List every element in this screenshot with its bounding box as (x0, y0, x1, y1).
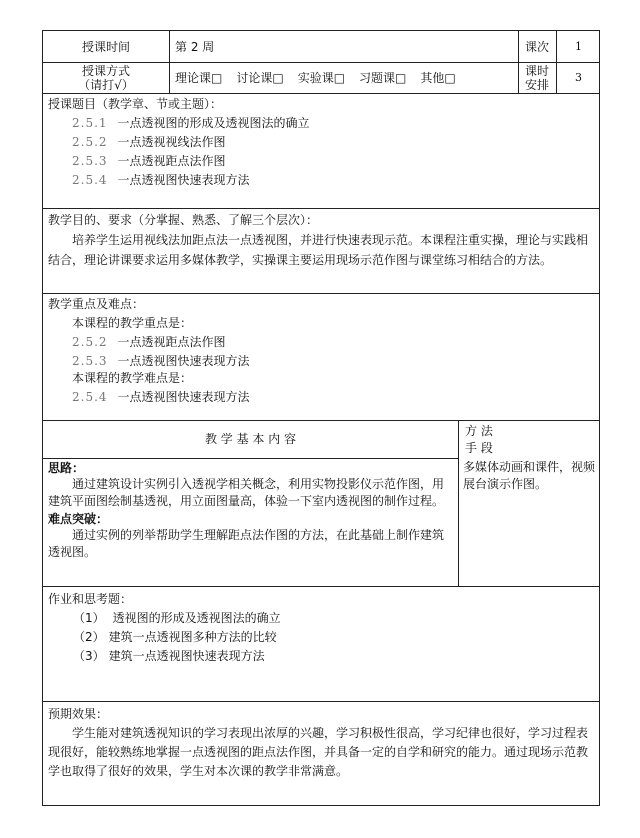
key-item (72, 333, 226, 351)
topic-item (72, 152, 226, 170)
homework-item (73, 628, 277, 646)
topic-item (72, 114, 310, 132)
topic-item-text: 一点透视视线法作图 (117, 135, 226, 149)
idea-body: 通过建筑设计实例引入透视学相关概念，利用实物投影仪示范作图，用建筑平面图绘制基透视，用立面图量高，体验一下室内透视图的制作过程。 (48, 477, 445, 508)
hours-value: 3 (575, 70, 582, 84)
hours-label-cell (518, 62, 556, 93)
time-value: 第 2 周 (175, 39, 215, 54)
homework-item (73, 609, 281, 627)
lesson-count-value: 1 (575, 39, 582, 53)
goals-body: 培养学生运用视线法加距点法一点透视图，并进行快速表现示范。本课程注重实操，理论与实践相结合，理论讲课要求运用多媒体教学，实操课主要运用现场示范作图与课堂练习相结合的方法。 (48, 233, 589, 267)
topic-item-text: 一点透视距点法作图 (117, 154, 226, 168)
method-option-other[interactable]: 其他□ (420, 70, 456, 85)
topic-item-num: 2.5.2 (72, 135, 108, 149)
lesson-plan-table (42, 30, 600, 806)
difficult-item-text: 一点透视图快速表现方法 (117, 390, 250, 404)
homework-item-text: 透视图的形成及透视图法的确立 (112, 611, 281, 625)
method-heading-2: 手 段 (465, 441, 493, 455)
col-divider (169, 31, 170, 93)
topic-item (72, 171, 250, 189)
homework-item-num: （1） (73, 611, 105, 625)
topic-heading: 授课题目（教学章、节或主题）： (48, 97, 223, 111)
key-item (72, 352, 250, 370)
idea-label: 思路： (48, 461, 85, 475)
method-hint: （请打√） (78, 77, 134, 92)
topic-item-num: 2.5.1 (72, 116, 108, 130)
hours-label-1: 课时 (524, 63, 549, 78)
method-option-theory[interactable]: 理论课□ (175, 70, 223, 85)
breakthrough-label: 难点突破： (48, 512, 109, 526)
homework-heading: 作业和思考题： (48, 592, 133, 606)
key-item-text: 一点透视距点法作图 (117, 335, 226, 349)
homework-item-num: （2） (73, 630, 105, 644)
goals-heading: 教学目的、要求（分掌握、熟悉、了解三个层次）： (48, 213, 319, 227)
outcome-body: 学生能对建筑透视知识的学习表现出浓厚的兴趣，学习积极性很高，学习纪律也很好，学习过程表现很好，能较熟练地掌握一点透视图的距点法作图，并具备一定的自学和研究的能力。通过现场示范教学也取得了很好的效果，学生对本次课的教学非常满意。 (48, 726, 589, 778)
content-header-divider (43, 458, 458, 459)
outcome-heading: 预期效果： (48, 707, 109, 721)
method-label-cell (43, 62, 169, 93)
row-divider (43, 701, 599, 702)
key-label: 本课程的教学重点是： (72, 316, 193, 330)
topic-item-text: 一点透视图快速表现方法 (117, 173, 250, 187)
homework-item-text: 建筑一点透视图快速表现方法 (108, 649, 265, 663)
homework-item-num: （3） (73, 649, 105, 663)
topic-item-text: 一点透视图的形成及透视图法的确立 (117, 116, 310, 130)
row-divider (43, 208, 599, 209)
topic-item-num: 2.5.3 (72, 154, 108, 168)
col-divider (458, 420, 459, 586)
key-item-text: 一点透视图快速表现方法 (117, 354, 250, 368)
method-option-lab[interactable]: 实验课□ (297, 70, 346, 85)
method-option-exercise[interactable]: 习题课□ (359, 70, 407, 85)
topic-item (72, 133, 226, 151)
time-label: 授课时间 (81, 39, 130, 54)
homework-item-text: 建筑一点透视图多种方法的比较 (108, 630, 277, 644)
method-option-discussion[interactable]: 讨论课□ (236, 70, 284, 85)
topic-item-num: 2.5.4 (72, 173, 108, 187)
difficult-item-num: 2.5.4 (72, 390, 108, 404)
breakthrough-body: 通过实例的列举帮助学生理解距点法作图的方法，在此基础上制作建筑透视图。 (48, 528, 445, 559)
key-item-num: 2.5.3 (72, 354, 108, 368)
hours-label-2: 安排 (524, 77, 549, 92)
key-item-num: 2.5.2 (72, 335, 108, 349)
homework-item (73, 647, 265, 665)
content-heading: 教 学 基 本 内 容 (204, 432, 297, 446)
method-options (175, 62, 470, 93)
row-divider (43, 93, 599, 94)
method-body: 多媒体动画和课件，视频展台演示作图。 (463, 460, 596, 491)
lesson-count-label: 课次 (524, 39, 549, 54)
row-divider (43, 586, 599, 587)
difficult-label: 本课程的教学难点是： (72, 371, 193, 385)
row-divider (43, 293, 599, 294)
method-heading-1: 方 法 (465, 424, 493, 438)
method-label: 授课方式 (81, 63, 130, 78)
keypoints-heading: 教学重点及难点： (48, 297, 145, 311)
difficult-item (72, 388, 250, 406)
